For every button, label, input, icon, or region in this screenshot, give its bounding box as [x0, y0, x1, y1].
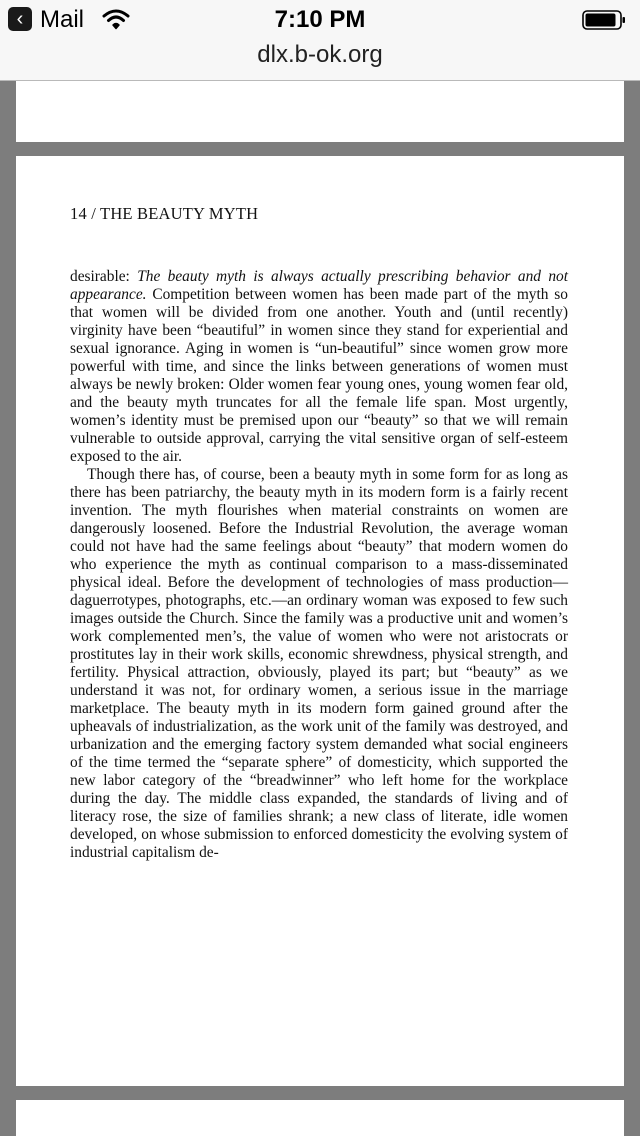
paragraph-2: Though there has, of course, been a beauty myth in some form for as long as there has been patriarchy, the beauty myth in its modern form is a fairly recent invention. The myth flourishes when material constraints on women are dangerously loosened. Before the Industrial Revolution, the average woman could not have had the same feelings about “beauty” that modern women do who experience the myth as continual comparison to a mass-disseminated physical ideal. Before the development of technologies of mass production—daguerrotypes, photographs, etc.—an ordinary woman was exposed to few such images outside the Church. Since the family was a productive unit and women’s work complemented men’s, the value of women who were not aristocrats or prostitutes lay in their work skills, economic shrewdness, physical strength, and fertility. Physical attraction, obviously, played its part; but “beauty” as we understand it was not, for ordinary women, a serious issue in the marriage marketplace. The beauty myth in its modern form gained ground after the upheavals of industrialization, as the work unit of the family was destroyed, and urbanization and the emerging factory system demanded what social engineers of the time termed the “separate sphere” of domesticity, which supported the new labor category of the “breadwinner” who left home for the workplace during the day. The middle class expanded, the standards of living and of literacy rose, the size of families shrank; a new class of literate, idle women developed, on whose submission to enforced domesticity the evolving system of industrial capitalism de- — [70, 466, 568, 861]
back-to-app-label[interactable]: Mail — [40, 6, 85, 33]
back-arrow-icon[interactable]: ‹ — [8, 7, 32, 31]
document-page — [16, 156, 624, 1086]
paragraph-1 — [70, 268, 568, 466]
paragraph-1-rest: Competition between women has been made part of the myth so that women will be divided from one another. Youth and (until recently) virginity have been “beautiful” in women since they stand for experiential and sexual ignorance. Aging in women is “un-beautiful” since women grow more powerful with time, and since the links between generations of women must always be newly broken: Older women fear young ones, young women fear old, and the beauty myth truncates for all the female life span. Most urgently, women’s identity must be premised upon our “beauty” so that we will remain vulnerable to outside approval, carrying the vital sensitive organ of self-esteem exposed to the air. — [70, 286, 568, 465]
running-head: 14 / THE BEAUTY MYTH — [70, 204, 259, 223]
address-bar[interactable] — [0, 40, 640, 81]
paragraph-1-italic: The beauty myth is always actually prescribing behavior and not appearance. — [70, 268, 568, 303]
next-page — [16, 1100, 624, 1136]
url-text[interactable]: dlx.b-ok.org — [257, 41, 383, 68]
page-body — [70, 268, 568, 862]
previous-page — [16, 81, 624, 142]
status-bar — [0, 0, 640, 40]
paragraph-1-lead: desirable: — [70, 268, 138, 285]
battery-icon — [582, 10, 626, 30]
status-time: 7:10 PM — [274, 6, 366, 33]
